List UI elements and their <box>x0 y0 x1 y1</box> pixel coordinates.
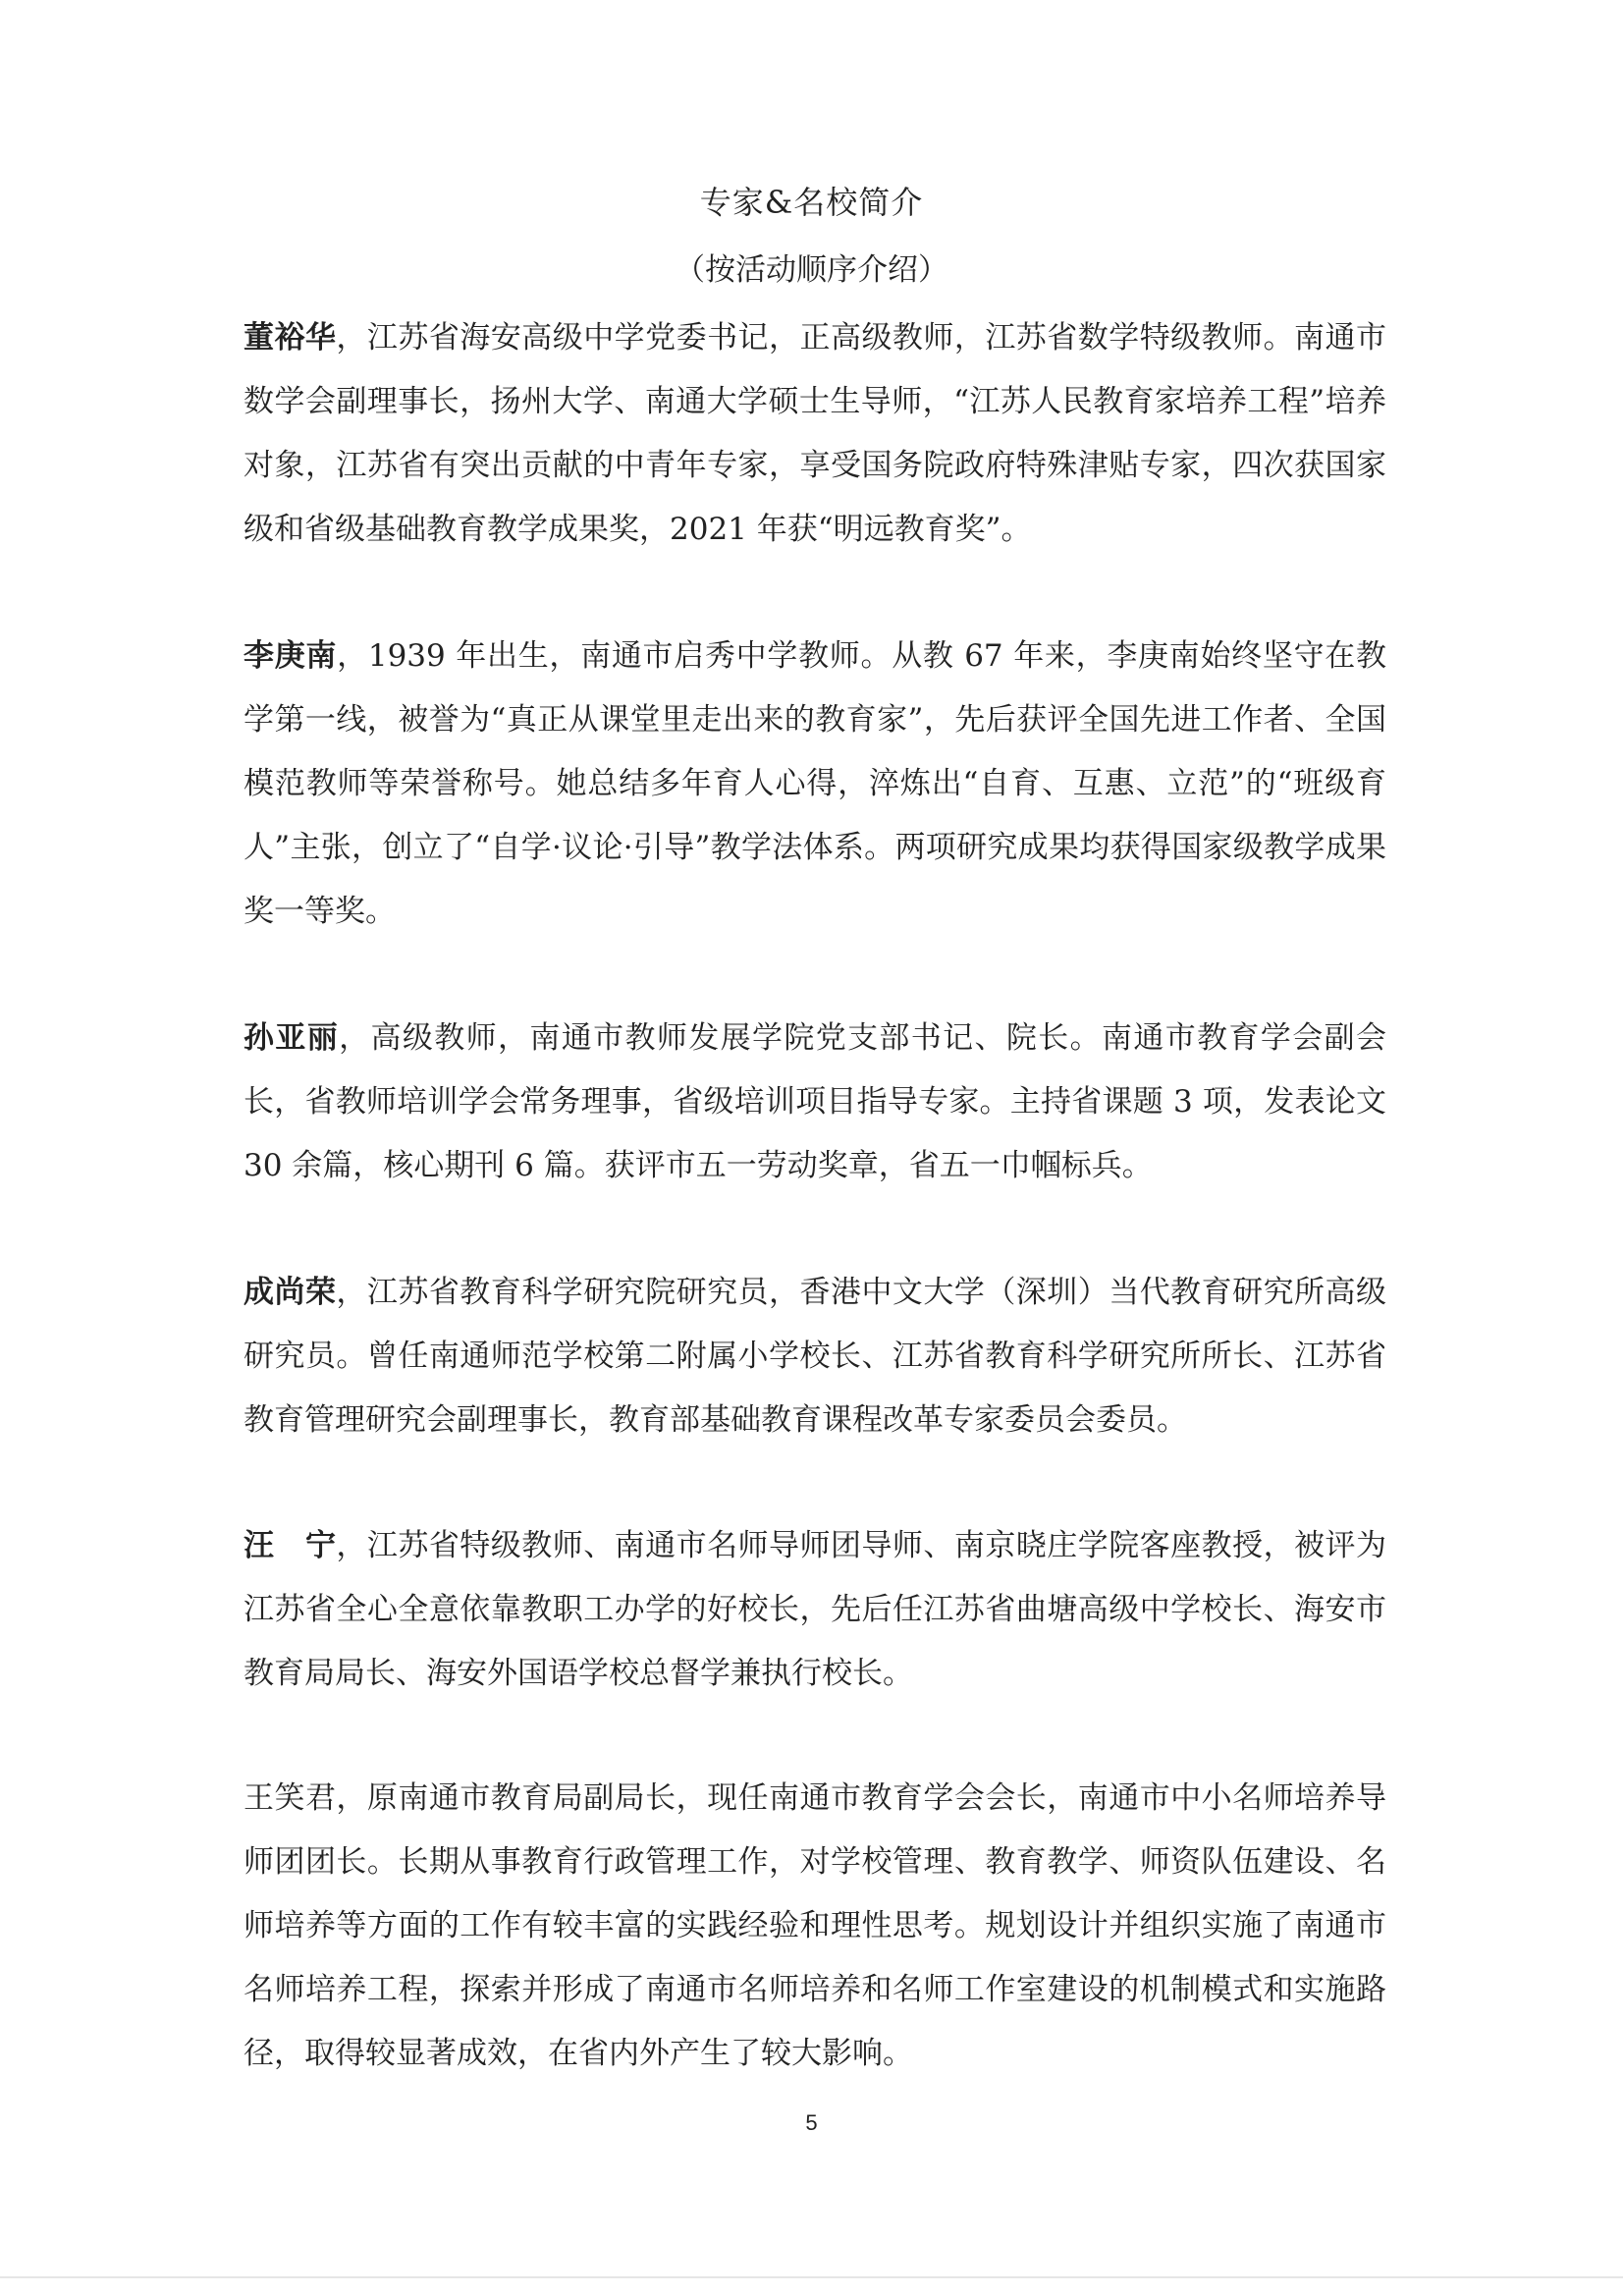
bio-name: 汪 宁 <box>243 1528 337 1563</box>
bio-text: ，1939 年出生，南通市启秀中学教师。从教 67 年来，李庚南始终坚守在教学第一线，被誉为“真正从课堂里走出来的教育家”，先后获评全国先进工作者、全国模范教师等荣誉称号。她总结多年育人心得，淬炼出“自育、互惠、立范”的“班级育人”主张，创立了“自学·议论·引导”教学法体系。两项研究成果均获得国家级教学成果奖一等奖。 <box>243 638 1387 929</box>
bio-entry-sun-yali <box>243 1007 1386 1198</box>
bio-entry-dong-yuhua <box>243 306 1386 562</box>
page-title: 专家&名校简介 <box>699 184 924 221</box>
bio-entry-wang-xiaojun <box>243 1767 1386 2086</box>
bio-text: ，江苏省特级教师、南通市名师导师团导师、南京晓庄学院客座教授，被评为江苏省全心全意依靠教职工办学的好校长，先后任江苏省曲塘高级中学校长、海安市教育局局长、海安外国语学校总督学兼执行校长。 <box>243 1528 1387 1691</box>
bio-entry-wang-ning <box>243 1514 1386 1706</box>
bio-text: ，原南通市教育局副局长，现任南通市教育学会会长，南通市中小名师培养导师团团长。长期从事教育行政管理工作，对学校管理、教育教学、师资队伍建设、名师培养等方面的工作有较丰富的实践经验和理性思考。规划设计并组织实施了南通市名师培养工程，探索并形成了南通市名师培养和名师工作室建设的机制模式和实施路径，取得较显著成效，在省内外产生了较大影响。 <box>243 1780 1387 2071</box>
bio-entry-li-gengnan <box>243 625 1386 944</box>
bio-name: 董裕华 <box>243 320 337 355</box>
bio-entry-cheng-shangrong <box>243 1261 1386 1452</box>
bio-name: 王笑君 <box>243 1780 337 1816</box>
scan-edge-divider <box>0 2276 1623 2278</box>
bio-text: ，江苏省海安高级中学党委书记，正高级教师，江苏省数学特级教师。南通市数学会副理事长，扬州大学、南通大学硕士生导师，“江苏人民教育家培养工程”培养对象，江苏省有突出贡献的中青年专家，享受国务院政府特殊津贴专家，四次获国家级和省级基础教育教学成果奖，2021 年获“明远教育奖”。 <box>243 320 1387 547</box>
bio-name: 李庚南 <box>243 638 338 674</box>
page-subtitle: （按活动顺序介绍） <box>675 252 948 288</box>
bio-name: 孙亚丽 <box>243 1020 340 1056</box>
bio-name: 成尚荣 <box>243 1275 337 1310</box>
page-number: 5 <box>805 2110 818 2135</box>
bio-text: ，高级教师，南通市教师发展学院党支部书记、院长。南通市教育学会副会长，省教师培训学会常务理事，省级培训项目指导专家。主持省课题 3 项，发表论文 30 余篇，核心期刊 6 篇。获评市五一劳动奖章，省五一巾帼标兵。 <box>243 1020 1387 1183</box>
bio-text: ，江苏省教育科学研究院研究员，香港中文大学（深圳）当代教育研究所高级研究员。曾任南通师范学校第二附属小学校长、江苏省教育科学研究所所长、江苏省教育管理研究会副理事长，教育部基础教育课程改革专家委员会委员。 <box>243 1275 1387 1438</box>
